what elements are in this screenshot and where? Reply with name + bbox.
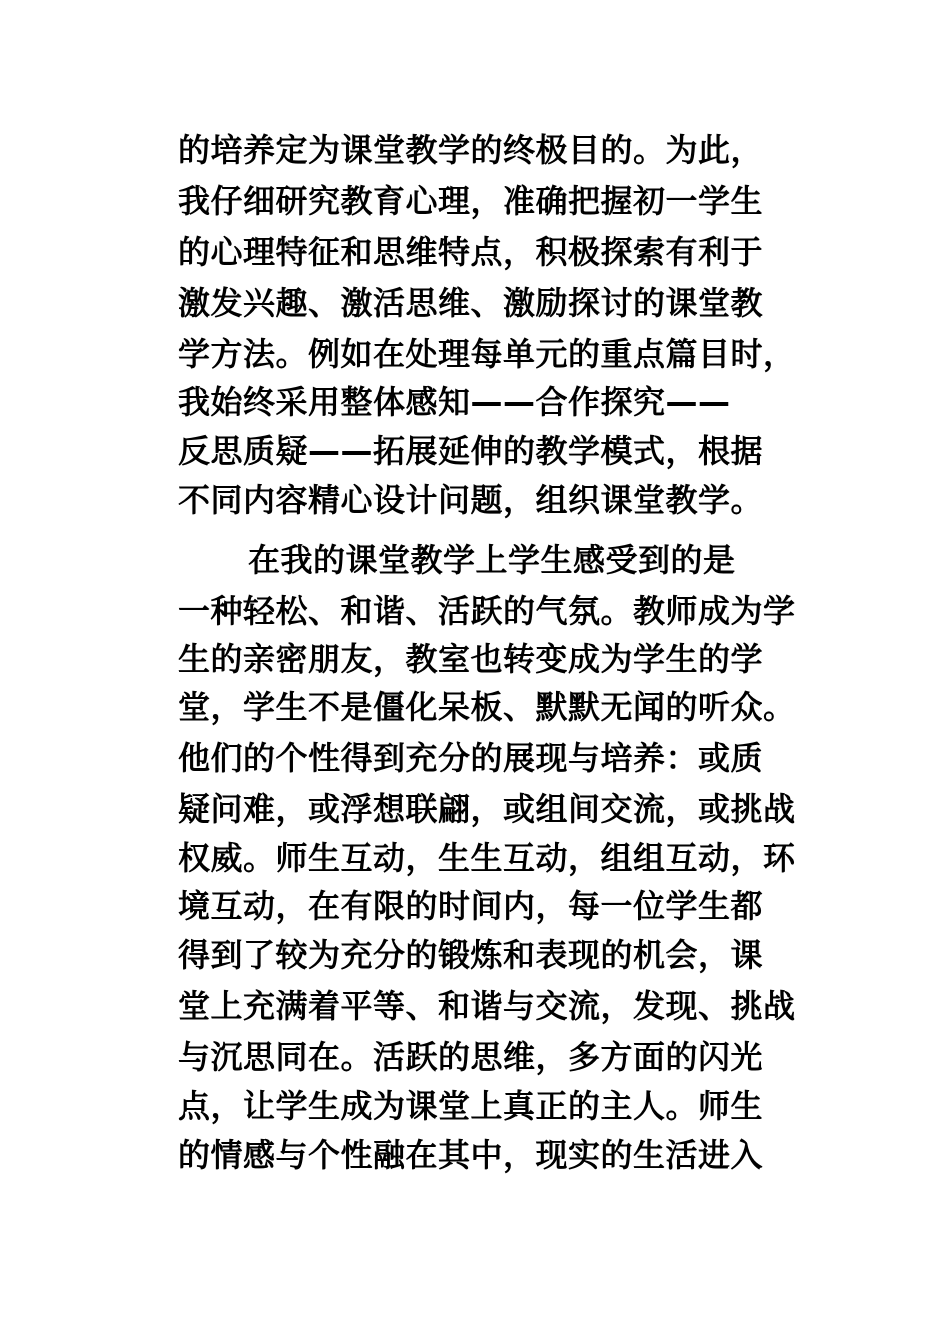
paragraph-2-line: 与沉思同在。活跃的思维，多方面的闪光: [178, 1038, 764, 1076]
paragraph-2-line: 堂，学生不是僵化呆板、默默无闻的听众。: [178, 688, 796, 726]
paragraph-2-line: 他们的个性得到充分的展现与培养：或质: [178, 739, 764, 777]
paragraph-2-line: 权威。师生互动，生生互动，组组互动，环: [178, 839, 796, 877]
paragraph-2-line: 堂上充满着平等、和谐与交流，发现、挑战: [178, 987, 796, 1025]
paragraph-2-line: 得到了较为充分的锻炼和表现的机会，课: [178, 936, 764, 974]
paragraph-1-line: 我仔细研究教育心理，准确把握初一学生: [178, 182, 764, 220]
paragraph-1-line: 不同内容精心设计问题，组织课堂教学。: [178, 481, 764, 519]
paragraph-2-line: 生的亲密朋友，教室也转变成为学生的学: [178, 640, 764, 678]
paragraph-2-line: 点，让学生成为课堂上真正的主人。师生: [178, 1087, 764, 1125]
paragraph-2-line: 一种轻松、和谐、活跃的气氛。教师成为学: [178, 592, 796, 630]
paragraph-2-line: 境互动，在有限的时间内，每一位学生都: [178, 887, 764, 925]
paragraph-2-line: 在我的课堂教学上学生感受到的是: [248, 541, 736, 579]
paragraph-1-line: 我始终采用整体感知——合作探究——: [178, 383, 731, 421]
paragraph-1-line: 的培养定为课堂教学的终极目的。为此，: [178, 131, 764, 169]
paragraph-1-line: 的心理特征和思维特点，积极探索有利于: [178, 233, 764, 271]
paragraph-1-line: 激发兴趣、激活思维、激励探讨的课堂教: [178, 284, 764, 322]
paragraph-2-line: 的情感与个性融在其中，现实的生活进入: [178, 1136, 764, 1174]
paragraph-1-line: 反思质疑——拓展延伸的教学模式，根据: [178, 432, 764, 470]
paragraph-1-line: 学方法。例如在处理每单元的重点篇目时，: [178, 335, 796, 373]
paragraph-2-line: 疑问难，或浮想联翩，或组间交流，或挑战: [178, 790, 796, 828]
